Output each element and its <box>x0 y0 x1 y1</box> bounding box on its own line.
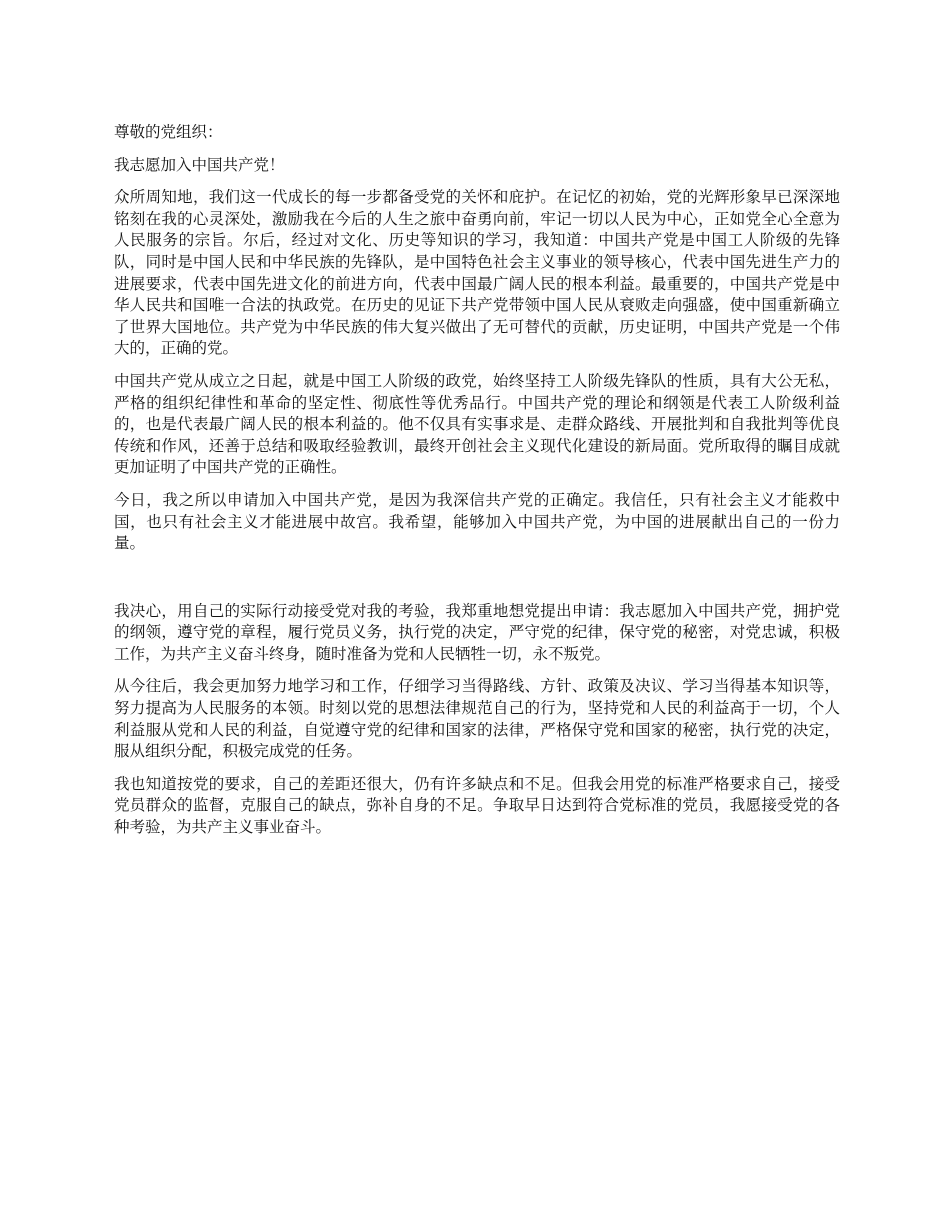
document-body <box>114 122 840 850</box>
paragraph-closing: 我也知道按党的要求，自己的差距还很大，仍有许多缺点和不足。但我会用党的标准严格要求自己，接受党员群众的监督，克服自己的缺点，弥补自身的不足。争取早日达到符合党标准的党员，我愿接受党的各种考验，为共产主义事业奋斗。 <box>114 774 840 837</box>
paragraph-intro: 众所周知地，我们这一代成长的每一步都备受党的关怀和庇护。在记忆的初始，党的光辉形象早已深深地铭刻在我的心灵深处，激励我在今后的人生之旅中奋勇向前，牢记一切以人民为中心，正如党全心全意为人民服务的宗旨。尔后，经过对文化、历史等知识的学习，我知道：中国共产党是中国工人阶级的先锋队，同时是中国人民和中华民族的先锋队，是中国特色社会主义事业的领导核心，代表中国先进生产力的进展要求，代表中国先进文化的前进方向，代表中国最广阔人民的根本利益。最重要的，中国共产党是中华人民共和国唯一合法的执政党。在历史的见证下共产党带领中国人民从衰败走向强盛，使中国重新确立了世界大国地位。共产党为中华民族的伟大复兴做出了无可替代的贡献，历史证明，中国共产党是一个伟大的，正确的党。 <box>114 188 840 358</box>
declaration: 我志愿加入中国共产党！ <box>114 155 285 174</box>
paragraph-reason: 今日，我之所以申请加入中国共产党，是因为我深信共产党的正确定。我信任，只有社会主义才能救中国，也只有社会主义才能进展中故宫。我希望，能够加入中国共产党，为中国的进展献出自己的一份力量。 <box>114 490 840 553</box>
salutation: 尊敬的党组织： <box>114 123 223 141</box>
paragraph-resolution: 我决心，用自己的实际行动接受党对我的考验，我郑重地想党提出申请：我志愿加入中国共产党，拥护党的纲领，遵守党的章程，履行党员义务，执行党的决定，严守党的纪律，保守党的秘密，对党忠诚，积极工作，为共产主义奋斗终身，随时准备为党和人民牺牲一切，永不叛党。 <box>114 601 840 663</box>
blank-line <box>114 566 840 601</box>
paragraph-commitment: 从今往后，我会更加努力地学习和工作，仔细学习当得路线、方针、政策及决议、学习当得基本知识等，努力提高为人民服务的本领。时刻以党的思想法律规范自己的行为，坚持党和人民的利益高于一切，个人利益服从党和人民的利益，自觉遵守党的纪律和国家的法律，严格保守党和国家的秘密，执行党的决定，服从组织分配，积极完成党的任务。 <box>114 677 840 761</box>
paragraph-party-nature: 中国共产党从成立之日起，就是中国工人阶级的政党，始终坚持工人阶级先锋队的性质，具有大公无私，严格的组织纪律性和革命的坚定性、彻底性等优秀品行。中国共产党的理论和纲领是代表工人阶级利益的，也是代表最广阔人民的根本利益的。他不仅具有实事求是、走群众路线、开展批判和自我批判等优良传统和作风，还善于总结和吸取经验教训，最终开创社会主义现代化建设的新局面。党所取得的瞩目成就更加证明了中国共产党的正确性。 <box>114 371 840 477</box>
